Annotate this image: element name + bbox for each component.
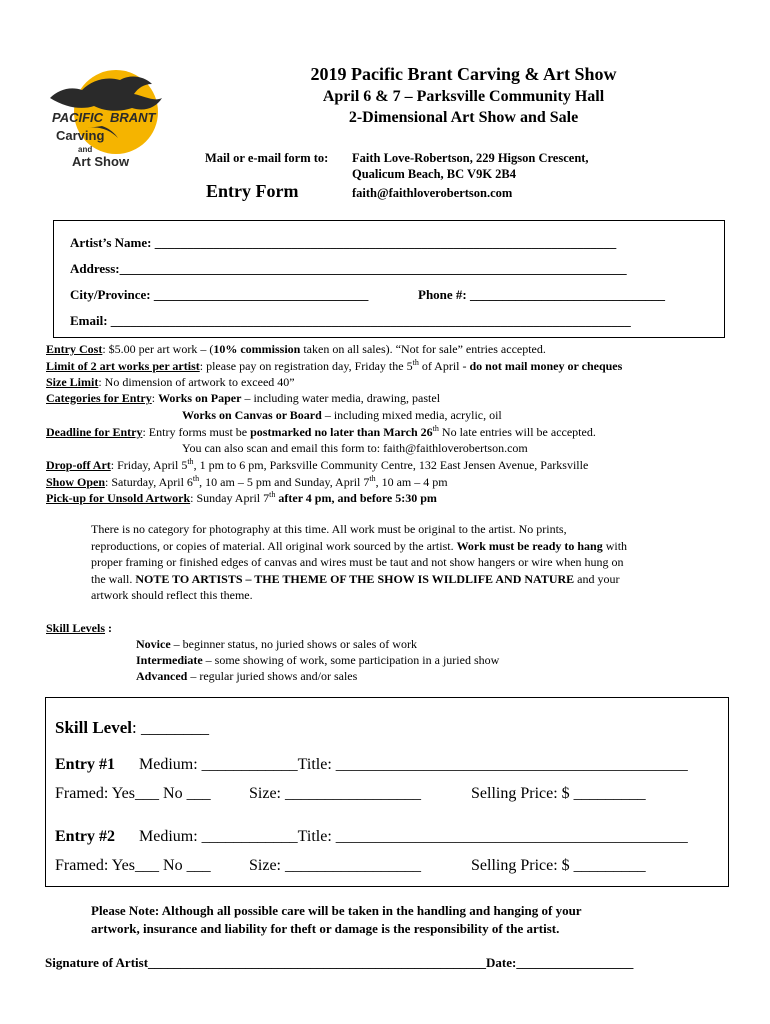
entry1-size-field[interactable]: Size: _________________	[249, 785, 421, 802]
entry2-medium-title-field[interactable]: Medium: ____________Title: ____________________________________________	[139, 828, 688, 845]
pickup-sup: th	[269, 490, 276, 499]
logo-text-carving: Carving	[56, 128, 105, 143]
entry2-framed-field[interactable]: Framed: Yes___ No ___	[55, 857, 211, 874]
deadline-label: Deadline for Entry	[46, 425, 143, 439]
advanced-text: – regular juried shows and/or sales	[187, 669, 358, 683]
skill-levels-colon: :	[105, 621, 113, 635]
advanced-label: Advanced	[136, 669, 188, 683]
info-paragraph-line4	[91, 572, 619, 587]
entry-cost-label: Entry Cost	[46, 342, 103, 356]
info-paragraph-line3: proper framing or finished edges of canvas and wires must be taut and not show hangers or wire when hung on	[91, 555, 624, 569]
limit-sup: th	[412, 358, 419, 367]
deadline-text: : Entry forms must be	[142, 425, 251, 439]
limit-text: : please pay on registration day, Friday the 5	[199, 359, 413, 373]
category-canvas-text: – including mixed media, acrylic, oil	[321, 408, 502, 422]
artist-name-field[interactable]: Artist’s Name: _______________________________________________________________________	[70, 235, 617, 250]
contact-info-box	[53, 220, 725, 338]
info-paragraph-line4-end: and your	[574, 572, 620, 586]
email-field[interactable]: Email: ________________________________________________________________________________	[70, 313, 631, 328]
deadline-date: postmarked no later than March 26	[250, 425, 433, 439]
logo-text-brant: BRANT	[110, 110, 156, 125]
dropoff-label: Drop-off Art	[46, 458, 111, 472]
logo-text-art-show: Art Show	[72, 154, 130, 169]
show-sup1: th	[192, 474, 200, 483]
entry2-label: Entry #2	[55, 828, 115, 845]
categories-line	[46, 391, 440, 406]
entry-box	[45, 697, 729, 887]
form-title: Entry Form	[206, 181, 299, 201]
novice-text: – beginner status, no juried shows or sales of work	[170, 637, 417, 651]
show-dates: April 6 & 7 – Parksville Community Hall	[322, 88, 605, 105]
deadline-sup: th	[432, 424, 439, 433]
show-open-label: Show Open	[46, 475, 106, 489]
skill-level-label: Skill Level	[55, 718, 132, 737]
skill-level-blank[interactable]: : ________	[131, 718, 209, 737]
liability-note-line1: Please Note: Although all possible care will be taken in the handling and hanging of your	[91, 903, 582, 918]
limit-label: Limit of 2 art works per artist	[46, 359, 200, 373]
mail-address-line2: Qualicum Beach, BC V9K 2B4	[352, 167, 517, 181]
city-province-field[interactable]: City/Province: _________________________________	[70, 287, 369, 302]
mail-address-line1: Faith Love-Robertson, 229 Higson Crescent,	[352, 151, 589, 165]
deadline-line	[46, 424, 596, 440]
dropoff-line	[46, 457, 588, 473]
pickup-line	[46, 490, 437, 506]
liability-note-line2: artwork, insurance and liability for theft or damage is the responsibility of the artist.	[91, 921, 560, 936]
skill-novice	[136, 637, 417, 652]
dropoff-sup: th	[187, 457, 194, 466]
deadline-text-end: No late entries will be accepted.	[438, 425, 596, 439]
size-limit-label: Size Limit	[46, 375, 99, 389]
show-open-text: : Saturday, April 6	[105, 475, 193, 489]
ready-to-hang-text: Work must be ready to hang	[456, 539, 603, 553]
category-paper: Works on Paper	[158, 391, 242, 405]
logo-text-and: and	[78, 145, 93, 154]
logo-text-pacific: PACIFIC	[52, 110, 104, 125]
category-paper-text: – including water media, drawing, pastel	[241, 391, 441, 405]
categories-line2	[182, 408, 502, 423]
skill-levels-heading	[46, 621, 112, 636]
size-limit-text: : No dimension of artwork to exceed 40”	[98, 375, 295, 389]
pickup-time: after 4 pm, and before 5:30 pm	[275, 491, 437, 505]
show-subtitle: 2-Dimensional Art Show and Sale	[348, 109, 579, 126]
info-paragraph-line2-text: reproductions, or copies of material. All original work sourced by the artist.	[91, 539, 457, 553]
pickup-label: Pick-up for Unsold Artwork	[46, 491, 191, 505]
entry2-price-field[interactable]: Selling Price: $ _________	[471, 857, 646, 874]
categories-label: Categories for Entry	[46, 391, 152, 405]
commission-text: 10% commission	[213, 342, 301, 356]
mail-email: faith@faithloverobertson.com	[352, 186, 513, 200]
skill-intermediate	[136, 653, 499, 668]
skill-level-field[interactable]	[55, 718, 209, 738]
category-canvas: Works on Canvas or Board	[182, 408, 322, 422]
deadline-line2: You can also scan and email this form to: faith@faithloverobertson.com	[182, 441, 528, 455]
mail-label: Mail or e-mail form to:	[205, 151, 329, 165]
entry1-framed-field[interactable]: Framed: Yes___ No ___	[55, 785, 211, 802]
entry2-size-field[interactable]: Size: _________________	[249, 857, 421, 874]
info-paragraph-line1: There is no category for photography at this time. All work must be original to the artist. No prints,	[91, 522, 567, 536]
intermediate-label: Intermediate	[136, 653, 203, 667]
categories-colon: :	[151, 391, 159, 405]
info-paragraph-line4-text: the wall.	[91, 572, 136, 586]
novice-label: Novice	[136, 637, 171, 651]
show-open-mid: , 10 am – 5 pm and Sunday, April 7	[199, 475, 370, 489]
size-limit-line	[46, 375, 295, 390]
entry1-price-field[interactable]: Selling Price: $ _________	[471, 785, 646, 802]
limit-warning: do not mail money or cheques	[469, 359, 623, 373]
entry-cost-line	[46, 342, 546, 357]
limit-line	[46, 358, 622, 374]
address-field[interactable]: Address:______________________________________________________________________________	[70, 261, 627, 276]
phone-field[interactable]: Phone #: ______________________________	[418, 287, 665, 302]
show-open-end: , 10 am – 4 pm	[375, 475, 448, 489]
show-title: 2019 Pacific Brant Carving & Art Show	[310, 64, 617, 84]
show-open-line	[46, 474, 448, 490]
info-paragraph-line2-end: with	[602, 539, 628, 553]
theme-note: NOTE TO ARTISTS – THE THEME OF THE SHOW IS WILDLIFE AND NATURE	[135, 572, 575, 586]
info-paragraph-line2	[91, 539, 627, 554]
entry-cost-text: : $5.00 per art work – (	[102, 342, 214, 356]
pacific-brant-logo	[48, 68, 166, 172]
entry1-medium-title-field[interactable]: Medium: ____________Title: ____________________________________________	[139, 756, 688, 773]
entry-cost-text-end: taken on all sales). “Not for sale” entries accepted.	[300, 342, 546, 356]
intermediate-text: – some showing of work, some participation in a juried show	[202, 653, 500, 667]
show-sup2: th	[369, 474, 376, 483]
pickup-text: : Sunday April 7	[190, 491, 270, 505]
limit-mid: of April -	[418, 359, 470, 373]
dropoff-text-end: , 1 pm to 6 pm, Parksville Community Centre, 132 East Jensen Avenue, Parksville	[193, 458, 589, 472]
dropoff-text: : Friday, April 5	[110, 458, 188, 472]
skill-levels-label: Skill Levels	[46, 621, 106, 635]
entry1-label: Entry #1	[55, 756, 115, 773]
skill-advanced	[136, 669, 357, 684]
info-paragraph-line5: artwork should reflect this theme.	[91, 588, 253, 602]
signature-date-field[interactable]: Signature of Artist____________________________________________________Date:__________________	[45, 955, 634, 970]
